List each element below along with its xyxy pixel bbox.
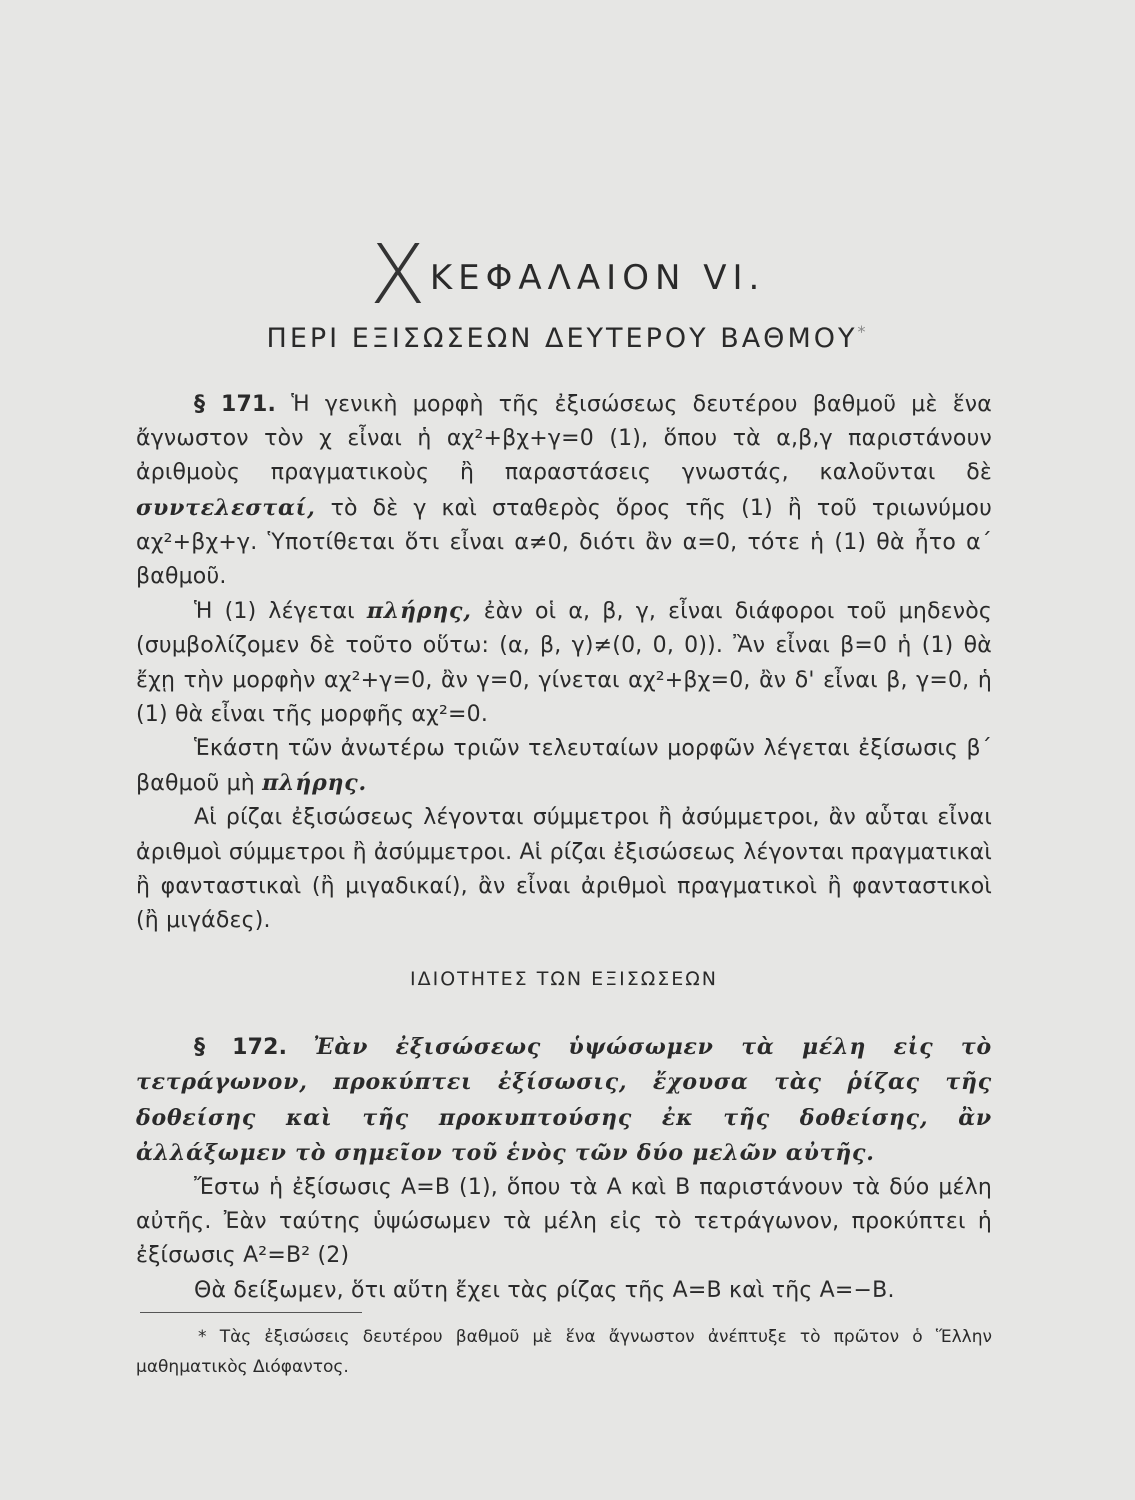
- paragraph-171-2: [136, 594, 992, 732]
- paragraph-172-3: Θὰ δείξωμεν, ὅτι αὕτη ἔχει τὰς ρίζας τῆς Α=Β καὶ τῆς Α=−Β.: [194, 1277, 895, 1303]
- paragraph-171-text-a: Ἡ γενικὴ μορφὴ τῆς ἐξισώσεως δευτέρου βαθμοῦ μὲ ἕνα ἄγνωστον τὸν χ εἶναι ἡ αχ²+βχ+γ=0 (1), ὅπου τὰ α,β,γ παριστάνουν ἀριθμοὺς πραγματικοὺς ἢ παραστάσεις γνωστάς, καλοῦνται δὲ: [136, 392, 992, 486]
- term-syntelestai: συντελεσταί,: [136, 494, 316, 521]
- paragraph-171-text-b: τὸ δὲ γ καὶ σταθερὸς ὅρος τῆς (1) ἢ τοῦ τριωνύμου αχ²+βχ+γ. Ὑποτίθεται ὅτι εἶναι α≠0, διότι ἂν α=0, τότε ἡ (1) θὰ ἦτο α΄ βαθμοῦ.: [136, 495, 992, 590]
- footnote-mark: *: [198, 1327, 207, 1347]
- footnote-text: Τὰς ἐξισώσεις δευτέρου βαθμοῦ μὲ ἕνα ἄγνωστον ἀνέπτυξε τὸ πρῶτον ὁ Ἕλλην μαθηματικὸς Διόφαντος.: [136, 1327, 992, 1377]
- subheading: ΙΔΙΟΤΗΤΕΣ ΤΩΝ ΕΞΙΣΩΣΕΩΝ: [410, 968, 718, 991]
- footnote: [136, 1322, 992, 1382]
- paragraph-171-3-text: Ἑκάστη τῶν ἀνωτέρω τριῶν τελευταίων μορφῶν λέγεται ἐξίσωσις β΄ βαθμοῦ μὴ: [136, 736, 992, 797]
- chapter-heading: [0, 228, 1135, 323]
- paragraph-172-1: [136, 1030, 992, 1171]
- chapter-handwritten-mark: X: [369, 228, 426, 323]
- footnote-divider: [140, 1312, 362, 1313]
- paragraph-171-3: [136, 732, 992, 801]
- chapter-heading-text: ΚΕΦΑΛΑΙΟΝ VI.: [429, 258, 766, 298]
- term-mi-plires: πλήρης.: [262, 770, 367, 797]
- paragraph-171-4: Αἱ ρίζαι ἐξισώσεως λέγονται σύμμετροι ἢ ἀσύμμετροι, ἂν αὗται εἶναι ἀριθμοὶ σύμμετροι ἢ ἀσύμμετροι. Αἱ ρίζαι ἐξισώσεως λέγονται πραγματικαὶ ἢ φανταστικαὶ (ἢ μιγαδικαί), ἂν εἶναι ἀριθμοὶ πραγματικοὶ ἢ φανταστικοὶ (ἢ μιγάδες).: [136, 805, 992, 934]
- paragraph-number-172: § 172.: [194, 1035, 288, 1061]
- paragraph-171-2-text-b: ἐὰν οἱ α, β, γ, εἶναι διάφοροι τοῦ μηδενὸς (συμβολίζομεν δὲ τοῦτο οὕτω: (α, β, γ)≠(0, 0, 0)). Ἂν εἶναι β=0 ἡ (1) θὰ ἔχῃ τὴν μορφὴν αχ²+γ=0, ἂν γ=0, γίνεται αχ²+βχ=0, ἂν δ' εἶναι β, γ=0, ἡ (1) θὰ εἶναι τῆς μορφῆς αχ²=0.: [136, 599, 992, 727]
- theorem-172: Ἐὰν ἐξισώσεως ὑψώσωμεν τὰ μέλη εἰς τὸ τετράγωνον, προκύπτει ἐξίσωσις, ἔχουσα τὰς ῥίζας τῆς δοθείσης καὶ τῆς προκυπτούσης ἐκ τῆς δοθείσης, ἂν ἀλλάξωμεν τὸ σημεῖον τοῦ ἑνὸς τῶν δύο μελῶν αὐτῆς.: [136, 1034, 992, 1166]
- section-title-text: ΠΕΡΙ ΕΞΙΣΩΣΕΩΝ ΔΕΥΤΕΡΟΥ ΒΑΘΜΟΥ: [266, 323, 858, 354]
- term-plires: πλήρης,: [366, 598, 472, 625]
- paragraph-171-1: [136, 388, 992, 594]
- body-text: [136, 388, 992, 1308]
- footnote-reference-mark: *: [857, 322, 869, 341]
- paragraph-172-2: Ἔστω ἡ ἐξίσωσις Α=Β (1), ὅπου τὰ Α καὶ Β παριστάνουν τὰ δύο μέλη αὐτῆς. Ἐὰν ταύτης ὑψώσωμεν τὰ μέλη εἰς τὸ τετράγωνον, προκύπτει ἡ ἐξίσωσις Α²=Β² (2): [136, 1175, 992, 1269]
- paragraph-number-171: § 171.: [194, 392, 277, 417]
- section-title: [0, 322, 1135, 354]
- paragraph-171-2-text-a: Ἡ (1) λέγεται: [194, 599, 355, 625]
